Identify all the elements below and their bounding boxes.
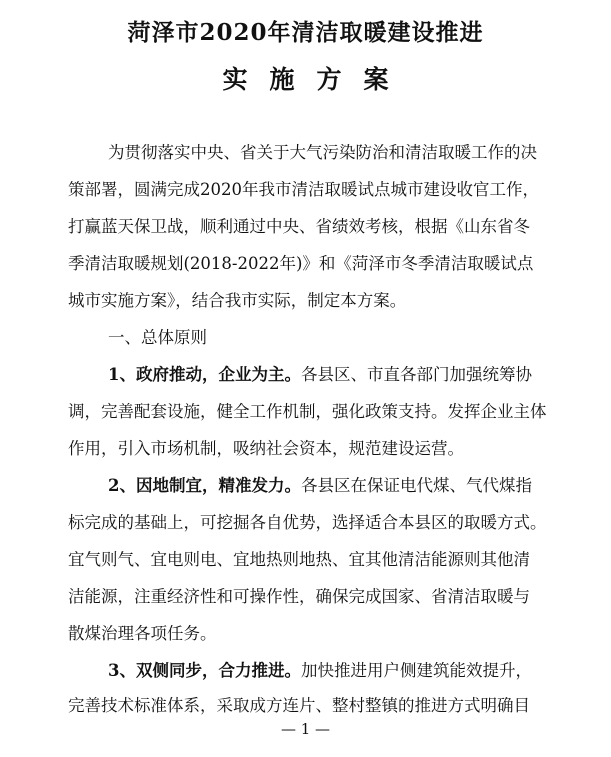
principle-heading: 1、政府推动，企业为主。 bbox=[108, 365, 301, 384]
principle-heading: 3、双侧同步，合力推进。 bbox=[108, 661, 301, 680]
paragraph-text: 加快推进用户侧建筑能效提升， bbox=[300, 661, 532, 680]
intro-line: 打赢蓝天保卫战，顺利通过中央、省绩效考核，根据《山东省冬 bbox=[68, 217, 530, 236]
document-title: 菏泽市2020年清洁取暖建设推进 bbox=[127, 19, 484, 46]
intro-line: 策部署，圆满完成2020年我市清洁取暖试点城市建设收官工作， bbox=[68, 180, 539, 199]
paragraph-line: 散煤治理各项任务。 bbox=[68, 624, 217, 643]
paragraph-line: 完善技术标准体系，采取成方连片、整村整镇的推进方式明确目 bbox=[68, 696, 530, 715]
page-number: — 1 — bbox=[280, 720, 331, 738]
paragraph-first-line bbox=[108, 657, 611, 681]
document-subtitle: 实施方案 bbox=[222, 65, 411, 94]
principle-heading: 2、因地制宜，精准发力。 bbox=[108, 476, 301, 495]
paragraph-line: 调，完善配套设施，健全工作机制，强化政策支持。发挥企业主体 bbox=[68, 402, 547, 421]
paragraph-line: 宜气则气、宜电则电、宜地热则地热、宜其他清洁能源则其他清 bbox=[68, 550, 530, 569]
paragraph-line: 作用，引入市场机制，吸纳社会资本，规范建设运营。 bbox=[68, 439, 464, 458]
paragraph-line: 洁能源，注重经济性和可操作性，确保完成国家、省清洁取暖与 bbox=[68, 587, 530, 606]
intro-line: 为贯彻落实中央、省关于大气污染防治和清洁取暖工作的决 bbox=[108, 143, 537, 162]
paragraph-first-line bbox=[108, 472, 611, 496]
paragraph-first-line bbox=[108, 361, 611, 385]
section-heading: 一、总体原则 bbox=[108, 328, 207, 347]
paragraph-line: 标完成的基础上，可挖掘各自优势，选择适合本县区的取暖方式。 bbox=[68, 513, 547, 532]
paragraph-text: 各县区、市直各部门加强统筹协 bbox=[300, 365, 532, 384]
intro-line: 城市实施方案》，结合我市实际，制定本方案。 bbox=[68, 291, 407, 310]
paragraph-text: 各县区在保证电代煤、气代煤指 bbox=[300, 476, 532, 495]
intro-line: 季清洁取暖规划(2018-2022年)》和《菏泽市冬季清洁取暖试点 bbox=[68, 254, 534, 273]
